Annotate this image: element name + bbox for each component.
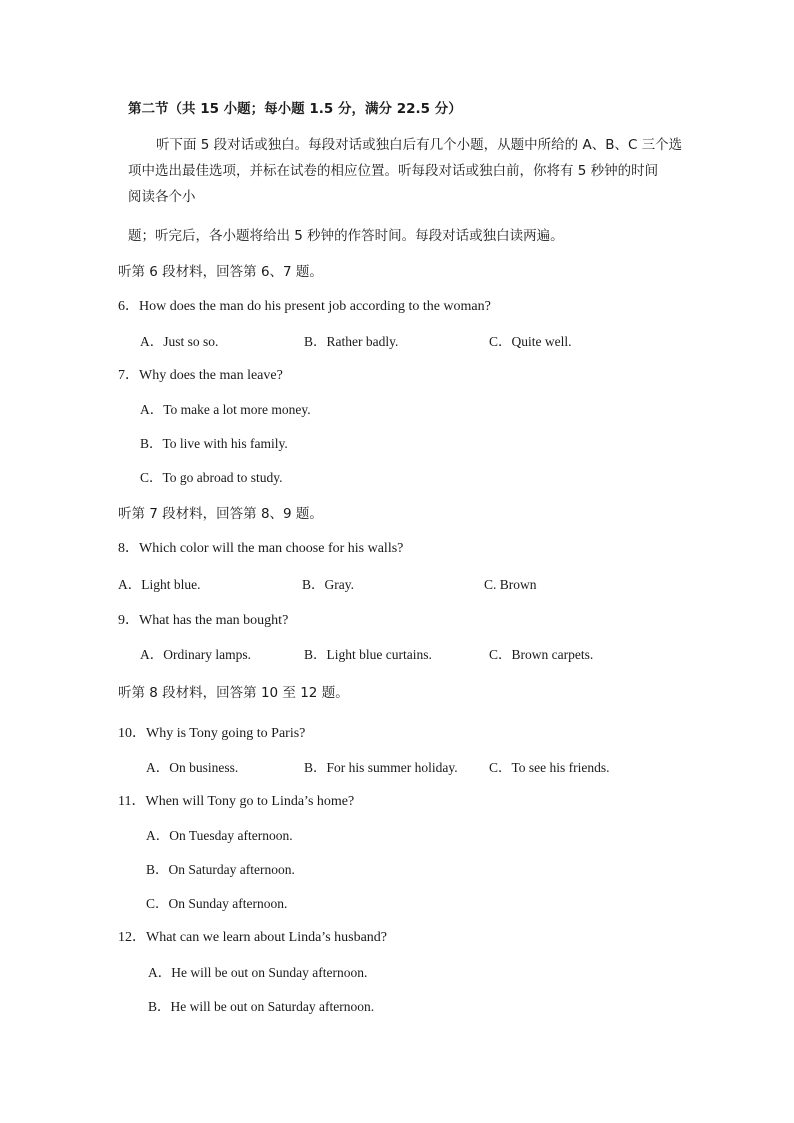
question-stem: 8．Which color will the man choose for his walls? (118, 541, 404, 556)
group-heading: 听第 7 段材料，回答第 8、9 题。 (118, 506, 323, 522)
option-b: B．On Saturday afternoon. (146, 862, 295, 877)
option-b: B．Gray. (302, 577, 354, 592)
option-b: B．Rather badly. (304, 334, 399, 349)
option-c: C．To go abroad to study. (140, 470, 283, 485)
question-stem: 10．Why is Tony going to Paris? (118, 726, 306, 741)
option-a: A．On Tuesday afternoon. (146, 828, 293, 843)
option-c: C．On Sunday afternoon. (146, 896, 288, 911)
option-b: B．He will be out on Saturday afternoon. (148, 999, 375, 1014)
question-stem: 6．How does the man do his present job according to the woman? (118, 299, 491, 314)
question-stem: 7．Why does the man leave? (118, 368, 283, 383)
question-stem: 12．What can we learn about Linda’s husband? (118, 930, 388, 945)
instructions-line-1: 听下面 5 段对话或独白。每段对话或独白后有几个小题，从题中所给的 A、B、C 三个选 (156, 137, 683, 153)
instructions-line-3: 阅读各个小 (128, 189, 196, 205)
option-a: A．Just so so. (140, 334, 219, 349)
option-c: C．To see his friends. (489, 760, 610, 775)
option-c: C．Quite well. (489, 334, 572, 349)
group-heading: 听第 6 段材料，回答第 6、7 题。 (118, 264, 323, 280)
section-heading: 第二节（共 15 小题；每小题 1.5 分，满分 22.5 分） (128, 101, 462, 117)
option-a: A．Ordinary lamps. (140, 647, 251, 662)
option-a: A．He will be out on Sunday afternoon. (148, 965, 368, 980)
option-b: B．For his summer holiday. (304, 760, 458, 775)
question-stem: 11．When will Tony go to Linda’s home? (118, 794, 355, 809)
instructions-line-2: 项中选出最佳选项，并标在试卷的相应位置。听每段对话或独白前，你将有 5 秒钟的时间 (128, 163, 659, 179)
option-b: B．Light blue curtains. (304, 647, 432, 662)
option-c: C．Brown carpets. (489, 647, 594, 662)
group-heading: 听第 8 段材料，回答第 10 至 12 题。 (118, 685, 349, 701)
option-b: B．To live with his family. (140, 436, 288, 451)
option-c: C. Brown (484, 577, 537, 592)
instructions-line-4: 题；听完后，各小题将给出 5 秒钟的作答时间。每段对话或独白读两遍。 (128, 228, 564, 244)
option-a: A．To make a lot more money. (140, 402, 311, 417)
question-stem: 9．What has the man bought? (118, 613, 289, 628)
option-a: A．Light blue. (118, 577, 201, 592)
option-a: A．On business. (146, 760, 239, 775)
